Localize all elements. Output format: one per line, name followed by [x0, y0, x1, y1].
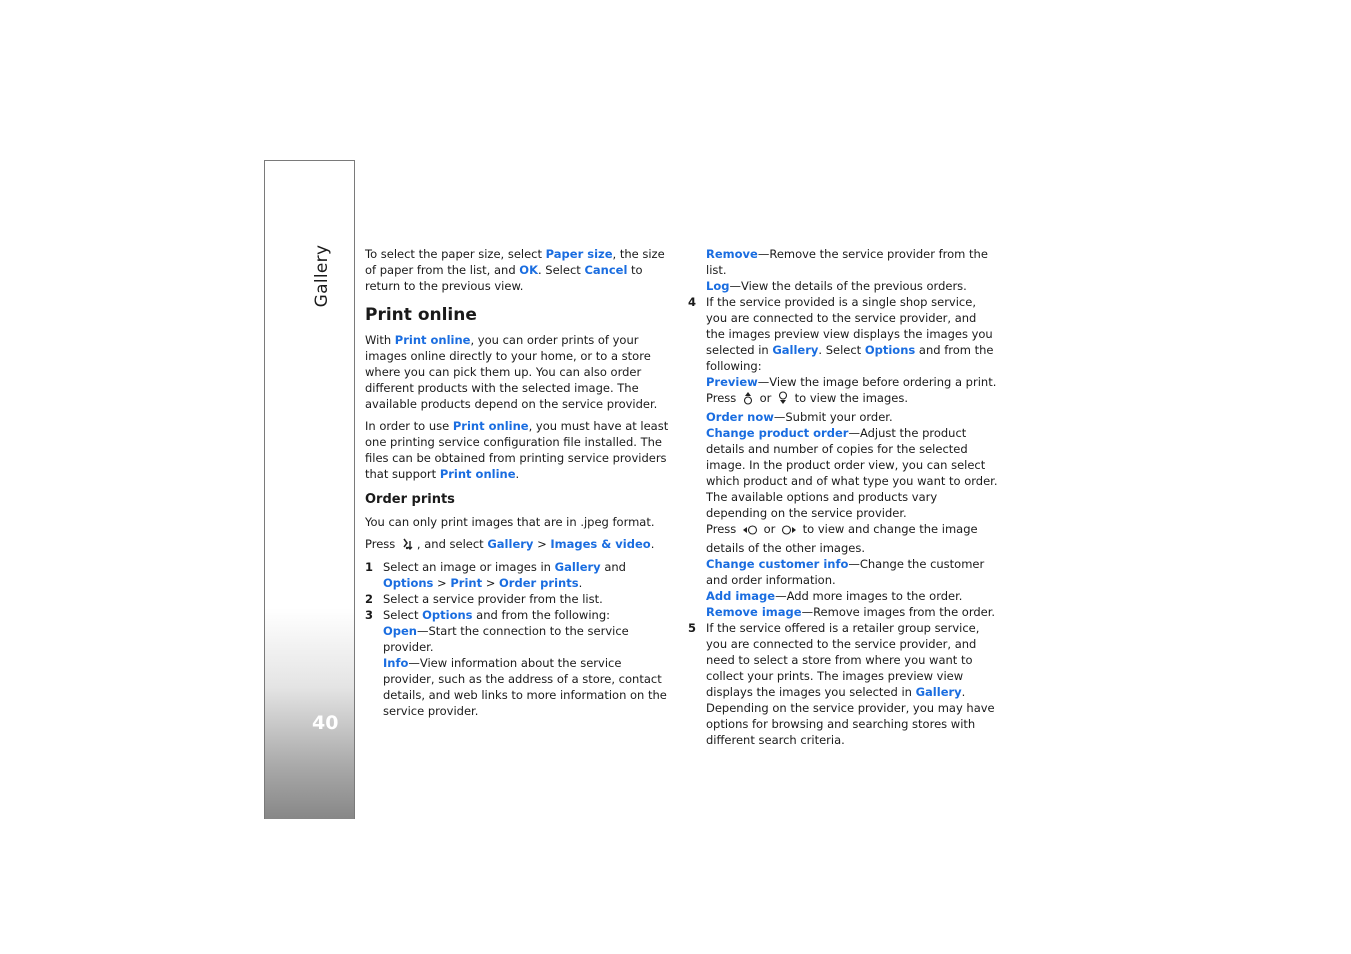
subsection-heading: Order prints: [365, 492, 455, 507]
keyword: Remove: [706, 247, 758, 261]
keyword: Change product order: [706, 426, 849, 440]
step-1: 1 Select an image or images in Gallery and Options > Print > Order prints.: [365, 560, 626, 590]
step-5: 5 If the service offered is a retailer group service, you are connected to the service provider, and need to select a store from where you want to collect your prints. The images preview view displays the images you selected in Gallery. Depending on the service provider, you may have options for browsing and searching stores with different search criteria.: [688, 621, 995, 747]
option-order-now: Order now—Submit your order.: [706, 410, 893, 424]
option-change-product-order: Change product order—Adjust the product details and number of copies for the selected image. In the product order view, you can select which product and of what type you want to order. The available options and products vary depending on the service provider.: [706, 426, 998, 520]
keyword: Change customer info: [706, 557, 849, 571]
keyword: Paper size: [545, 247, 613, 261]
right-column: [688, 246, 998, 748]
keyword: Gallery: [554, 560, 601, 574]
step-number: 3: [365, 608, 374, 622]
section-title: Gallery: [312, 244, 332, 308]
step-3: 3 Select Options and from the following:: [365, 608, 610, 622]
keyword: Info: [383, 656, 409, 670]
keyword: Gallery: [487, 537, 534, 551]
keyword: Print online: [452, 419, 529, 433]
section-heading: Print online: [365, 305, 477, 325]
keyword: Images & video: [550, 537, 651, 551]
keyword: Print: [450, 576, 483, 590]
sidebar-tab: [264, 160, 355, 819]
step-number: 2: [365, 592, 374, 606]
scroll-down-icon: [777, 391, 789, 409]
keyword: Options: [383, 576, 434, 590]
keyword: Options: [422, 608, 473, 622]
option-remove-image: Remove image—Remove images from the order.: [706, 605, 996, 619]
keyword: Print online: [394, 333, 471, 347]
intro-paragraph: With Print online, you can order prints of your images online directly to your home, or to a store where you can pick them up. You can also order different products with the selected image. The available products depend on the service provider.: [365, 333, 658, 411]
keyword: Order now: [706, 410, 774, 424]
keyword: Add image: [706, 589, 776, 603]
option-log: Log—View the details of the previous orders.: [706, 279, 967, 293]
navigate-instruction: Press or to view and change the image details of the other images.: [706, 522, 978, 555]
option-change-customer-info: Change customer info—Change the customer and order information.: [706, 557, 985, 587]
step-2: 2 Select a service provider from the list.: [365, 592, 603, 606]
paper-size-paragraph: To select the paper size, select Paper size, the size of paper from the list, and OK. Select Cancel to return to the previous view.: [365, 247, 665, 293]
press-instruction: Press , and select Gallery > Images & video.: [365, 536, 671, 555]
option-open: Open—Start the connection to the service provider.: [383, 624, 629, 654]
requirement-paragraph: In order to use Print online, you must have at least one printing service configuration file installed. The files can be obtained from printing service providers that support Print online.: [365, 419, 669, 481]
scroll-right-icon: [781, 524, 797, 540]
format-note: You can only print images that are in .jpeg format.: [365, 515, 655, 529]
step-4: 4 If the service provided is a single shop service, you are connected to the service provider, and the images preview view displays the images you selected in Gallery. Select Options and from the following:: [688, 295, 994, 373]
keyword: Gallery: [915, 685, 962, 699]
option-info: Info—View information about the service provider, such as the address of a store, contact details, and web links to more information on the service provider.: [383, 656, 667, 718]
keyword: Remove image: [706, 605, 802, 619]
keyword: Cancel: [584, 263, 628, 277]
menu-key-icon: [401, 537, 415, 555]
step-number: 4: [688, 295, 697, 309]
option-remove: Remove—Remove the service provider from the list.: [706, 247, 988, 277]
option-preview: Preview—View the image before ordering a print. Press or to view the images.: [688, 374, 998, 409]
option-add-image: Add image—Add more images to the order.: [706, 589, 963, 603]
keyword: Log: [706, 279, 730, 293]
keyword: Order prints: [499, 576, 579, 590]
scroll-up-icon: [742, 391, 754, 409]
left-column: [365, 246, 671, 719]
step-number: 5: [688, 621, 697, 635]
keyword: OK: [519, 263, 538, 277]
keyword: Options: [864, 343, 916, 357]
keyword: Preview: [706, 375, 758, 389]
keyword: Open: [383, 624, 417, 638]
keyword: Gallery: [772, 343, 819, 357]
keyword: Print online: [439, 467, 516, 481]
page-number: 40: [312, 712, 339, 734]
step-number: 1: [365, 560, 374, 574]
scroll-left-icon: [742, 524, 758, 540]
